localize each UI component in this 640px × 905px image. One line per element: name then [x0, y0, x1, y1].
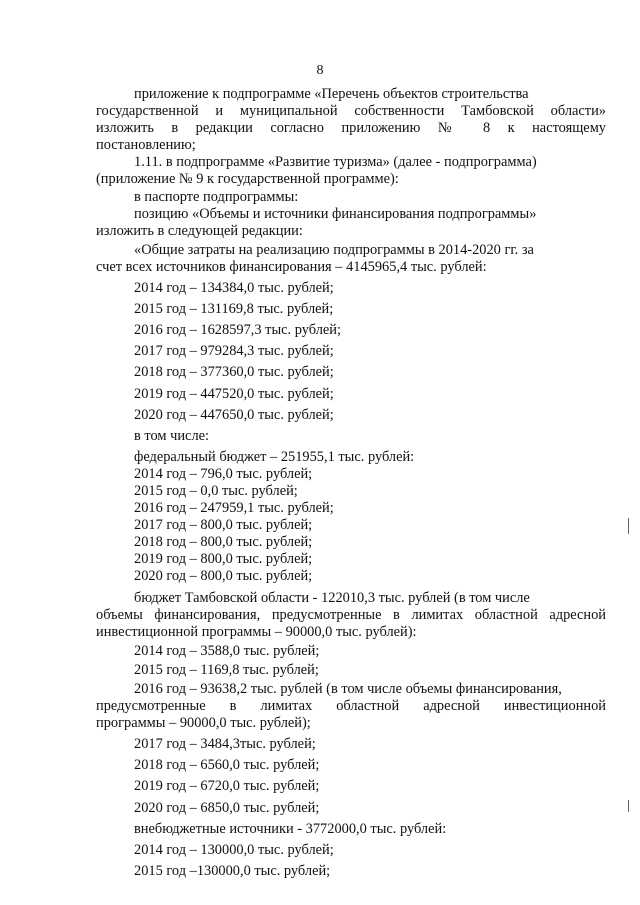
text-line: 2016 год – 1628597,3 тыс. рублей; — [134, 322, 341, 339]
text-line: 2014 год – 134384,0 тыс. рублей; — [134, 280, 334, 297]
text-line: 2017 год – 979284,3 тыс. рублей; — [134, 343, 334, 360]
text-line: 2016 год – 247959,1 тыс. рублей; — [134, 500, 334, 517]
scan-edge-mark — [628, 800, 629, 812]
text-line: 2015 год – 0,0 тыс. рублей; — [134, 482, 298, 499]
text-line: (приложение № 9 к государственной программе): — [96, 171, 399, 188]
text-line: программы – 90000,0 тыс. рублей); — [96, 715, 311, 732]
text-line: внебюджетные источники - 3772000,0 тыс. рублей: — [134, 820, 447, 837]
text-line: 2019 год – 447520,0 тыс. рублей; — [134, 385, 334, 402]
text-line: предусмотренные в лимитах областной адресной инвестиционной — [96, 698, 606, 715]
text-line: государственной и муниципальной собственности Тамбовской области» — [96, 103, 606, 120]
page-number: 8 — [316, 63, 324, 78]
text-line: 2020 год – 800,0 тыс. рублей; — [134, 568, 313, 585]
text-line: 2019 год – 800,0 тыс. рублей; — [134, 551, 313, 568]
text-line: федеральный бюджет – 251955,1 тыс. рублей: — [134, 448, 415, 465]
text-line: приложение к подпрограмме «Перечень объектов строительства — [134, 86, 529, 102]
text-line: бюджет Тамбовской области - 122010,3 тыс. рублей (в том числе — [134, 589, 530, 606]
text-line: 2018 год – 800,0 тыс. рублей; — [134, 534, 313, 551]
scan-edge-mark — [628, 518, 629, 534]
text-line: 2015 год – 1169,8 тыс. рублей; — [134, 661, 319, 678]
text-line: 2018 год – 6560,0 тыс. рублей; — [134, 757, 320, 774]
text-line: 2017 год – 800,0 тыс. рублей; — [134, 517, 313, 534]
text-line: 2014 год – 3588,0 тыс. рублей; — [134, 642, 320, 659]
text-line: 2015 год –130000,0 тыс. рублей; — [134, 862, 331, 879]
text-line: 2020 год – 447650,0 тыс. рублей; — [134, 406, 334, 423]
text-line: изложить в следующей редакции: — [96, 222, 303, 239]
text-line: 2020 год – 6850,0 тыс. рублей; — [134, 799, 320, 816]
text-line: инвестиционной программы – 90000,0 тыс. рублей): — [96, 623, 417, 640]
text-line: постановлению; — [96, 137, 196, 154]
document-body — [96, 86, 606, 880]
text-line: 2014 год – 130000,0 тыс. рублей; — [134, 841, 334, 858]
text-line: 2017 год – 3484,3тыс. рублей; — [134, 736, 316, 753]
text-line: в том числе: — [134, 427, 210, 444]
text-line: позицию «Объемы и источники финансирования подпрограммы» — [134, 205, 537, 222]
text-line: «Общие затраты на реализацию подпрограммы в 2014-2020 гг. за — [134, 241, 534, 258]
text-line: объемы финансирования, предусмотренные в лимитах областной адресной — [96, 606, 606, 623]
text-line: изложить в редакции согласно приложению № 8 к настоящему — [96, 120, 606, 137]
text-line: 1.11. в подпрограмме «Развитие туризма» (далее - подпрограмма) — [134, 154, 537, 171]
text-line: счет всех источников финансирования – 4145965,4 тыс. рублей: — [96, 258, 487, 275]
text-line: 2019 год – 6720,0 тыс. рублей; — [134, 778, 320, 795]
text-line: 2016 год – 93638,2 тыс. рублей (в том числе объемы финансирования, — [134, 681, 562, 697]
text-line: в паспорте подпрограммы: — [134, 188, 299, 205]
text-line: 2015 год – 131169,8 тыс. рублей; — [134, 301, 334, 318]
text-line: 2014 год – 796,0 тыс. рублей; — [134, 465, 313, 482]
text-line: 2018 год – 377360,0 тыс. рублей; — [134, 364, 334, 381]
